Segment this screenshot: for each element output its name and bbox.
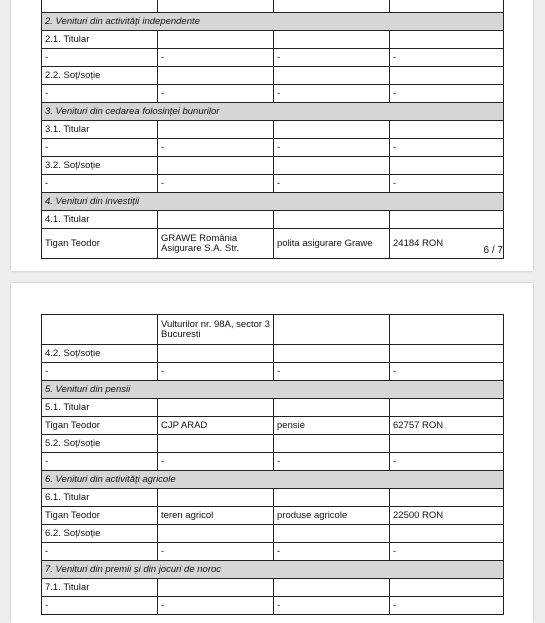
table-cell [390, 67, 504, 85]
table-cell: - [158, 597, 274, 615]
table-cell: - [158, 543, 274, 561]
table-cell [158, 579, 274, 597]
section-header-row [42, 561, 504, 579]
table-cell: - [274, 543, 390, 561]
table-cell [390, 345, 504, 363]
table-row [42, 435, 504, 453]
table-cell: - [274, 85, 390, 103]
table-cell [158, 489, 274, 507]
table-cell [158, 157, 274, 175]
table-cell [390, 489, 504, 507]
section-heading: 3. Venituri din cedarea folosinței bunurilor [42, 103, 504, 121]
table-cell [274, 0, 390, 13]
table-cell: teren agricol [158, 507, 274, 525]
table-cell: - [158, 139, 274, 157]
table-cell [390, 399, 504, 417]
table-cell: 3.1. Titular [42, 121, 158, 139]
table-cell: 6.1. Titular [42, 489, 158, 507]
table-cell: 4.1. Titular [42, 211, 158, 229]
table-cell [42, 0, 158, 13]
table-cell: - [274, 363, 390, 381]
table-row [42, 507, 504, 525]
table-cell: - [390, 85, 504, 103]
table-cell: GRAWE România Asigurare S.A. Str. [158, 229, 274, 259]
table-cell [390, 211, 504, 229]
table-cell [158, 31, 274, 49]
table-cell: - [158, 363, 274, 381]
table-row [42, 417, 504, 435]
table-cell: - [274, 453, 390, 471]
table-row [42, 579, 504, 597]
table-cell: 4.2. Soț/soție [42, 345, 158, 363]
table-cell: - [390, 543, 504, 561]
table-row [42, 175, 504, 193]
table-cell [274, 211, 390, 229]
table-cell [390, 157, 504, 175]
section-heading: 5. Venituri din pensii [42, 381, 504, 399]
table-row [42, 229, 504, 259]
table-cell: - [42, 175, 158, 193]
income-table-page-7 [41, 314, 504, 615]
table-cell [158, 0, 274, 13]
table-cell: Tigan Teodor [42, 417, 158, 435]
table-cell: 2.1. Titular [42, 31, 158, 49]
table-cell [274, 31, 390, 49]
table-row [42, 211, 504, 229]
section-header-row [42, 13, 504, 31]
table-row [42, 345, 504, 363]
table-cell: 62757 RON [390, 417, 504, 435]
table-cell: - [390, 363, 504, 381]
table-cell [274, 399, 390, 417]
table-cell: - [390, 597, 504, 615]
table-row [42, 49, 504, 67]
table-cell: - [274, 49, 390, 67]
table-cell [390, 121, 504, 139]
table-cell [158, 121, 274, 139]
income-table-page-6 [41, 0, 504, 259]
table-cell: 7.1. Titular [42, 579, 158, 597]
table-cell: - [390, 139, 504, 157]
table-cell: 5.2. Soț/soție [42, 435, 158, 453]
table-cell: - [42, 597, 158, 615]
section-header-row [42, 103, 504, 121]
section-header-row [42, 381, 504, 399]
table-cell: Tigan Teodor [42, 507, 158, 525]
table-cell: - [274, 597, 390, 615]
table-cell [274, 315, 390, 345]
table-row [42, 543, 504, 561]
section-heading: 7. Venituri din premii și din jocuri de noroc [42, 561, 504, 579]
table-cell: - [390, 175, 504, 193]
table-cell: 6.2. Soț/soție [42, 525, 158, 543]
section-heading: 6. Venituri din activități agricole [42, 471, 504, 489]
table-row [42, 85, 504, 103]
table-cell: - [42, 85, 158, 103]
table-cell [390, 315, 504, 345]
table-cell: 3.2. Soț/soție [42, 157, 158, 175]
table-cell: - [42, 543, 158, 561]
table-cell [274, 489, 390, 507]
table-cell [390, 31, 504, 49]
table-cell: pensie [274, 417, 390, 435]
table-cell: 22500 RON [390, 507, 504, 525]
table-cell [158, 345, 274, 363]
table-cell: 24184 RON [390, 229, 504, 259]
table-row [42, 315, 504, 345]
table-cell [158, 435, 274, 453]
section-header-row [42, 193, 504, 211]
table-row [42, 597, 504, 615]
table-row [42, 399, 504, 417]
page-number: 6 / 7 [483, 245, 503, 256]
table-cell: - [158, 85, 274, 103]
table-cell [274, 121, 390, 139]
table-cell [390, 525, 504, 543]
table-cell: - [274, 175, 390, 193]
table-cell [274, 435, 390, 453]
table-row [42, 67, 504, 85]
table-row [42, 139, 504, 157]
table-cell: - [42, 453, 158, 471]
table-cell [42, 315, 158, 345]
table-cell: CJP ARAD [158, 417, 274, 435]
table-cell [274, 157, 390, 175]
table-cell [274, 525, 390, 543]
table-cell [158, 211, 274, 229]
table-cell [158, 525, 274, 543]
table-row [42, 363, 504, 381]
table-cell [158, 67, 274, 85]
table-cell: Vulturilor nr. 98A, sector 3 Bucuresti [158, 315, 274, 345]
table-cell [274, 345, 390, 363]
table-row [42, 157, 504, 175]
table-cell: - [42, 49, 158, 67]
document-page-7 [11, 283, 533, 623]
table-cell: - [158, 175, 274, 193]
table-row [42, 453, 504, 471]
section-header-row [42, 471, 504, 489]
table-cell [158, 399, 274, 417]
table-row [42, 31, 504, 49]
table-cell: - [42, 363, 158, 381]
table-cell: - [390, 453, 504, 471]
table-cell [390, 0, 504, 13]
table-cell: polita asigurare Grawe [274, 229, 390, 259]
table-cell [390, 435, 504, 453]
table-cell: - [158, 49, 274, 67]
table-cell: - [158, 453, 274, 471]
table-cell: - [42, 139, 158, 157]
table-row [42, 0, 504, 13]
table-cell: - [390, 49, 504, 67]
section-heading: 4. Venituri din investiții [42, 193, 504, 211]
table-cell: 5.1. Titular [42, 399, 158, 417]
document-page-6 [11, 0, 533, 271]
table-cell [274, 67, 390, 85]
table-cell: 2.2. Soț/soție [42, 67, 158, 85]
table-row [42, 525, 504, 543]
table-cell: - [274, 139, 390, 157]
table-cell [390, 579, 504, 597]
table-row [42, 121, 504, 139]
table-cell: Tigan Teodor [42, 229, 158, 259]
table-row [42, 489, 504, 507]
table-cell [274, 579, 390, 597]
table-cell: produse agricole [274, 507, 390, 525]
section-heading: 2. Venituri din activități independente [42, 13, 504, 31]
